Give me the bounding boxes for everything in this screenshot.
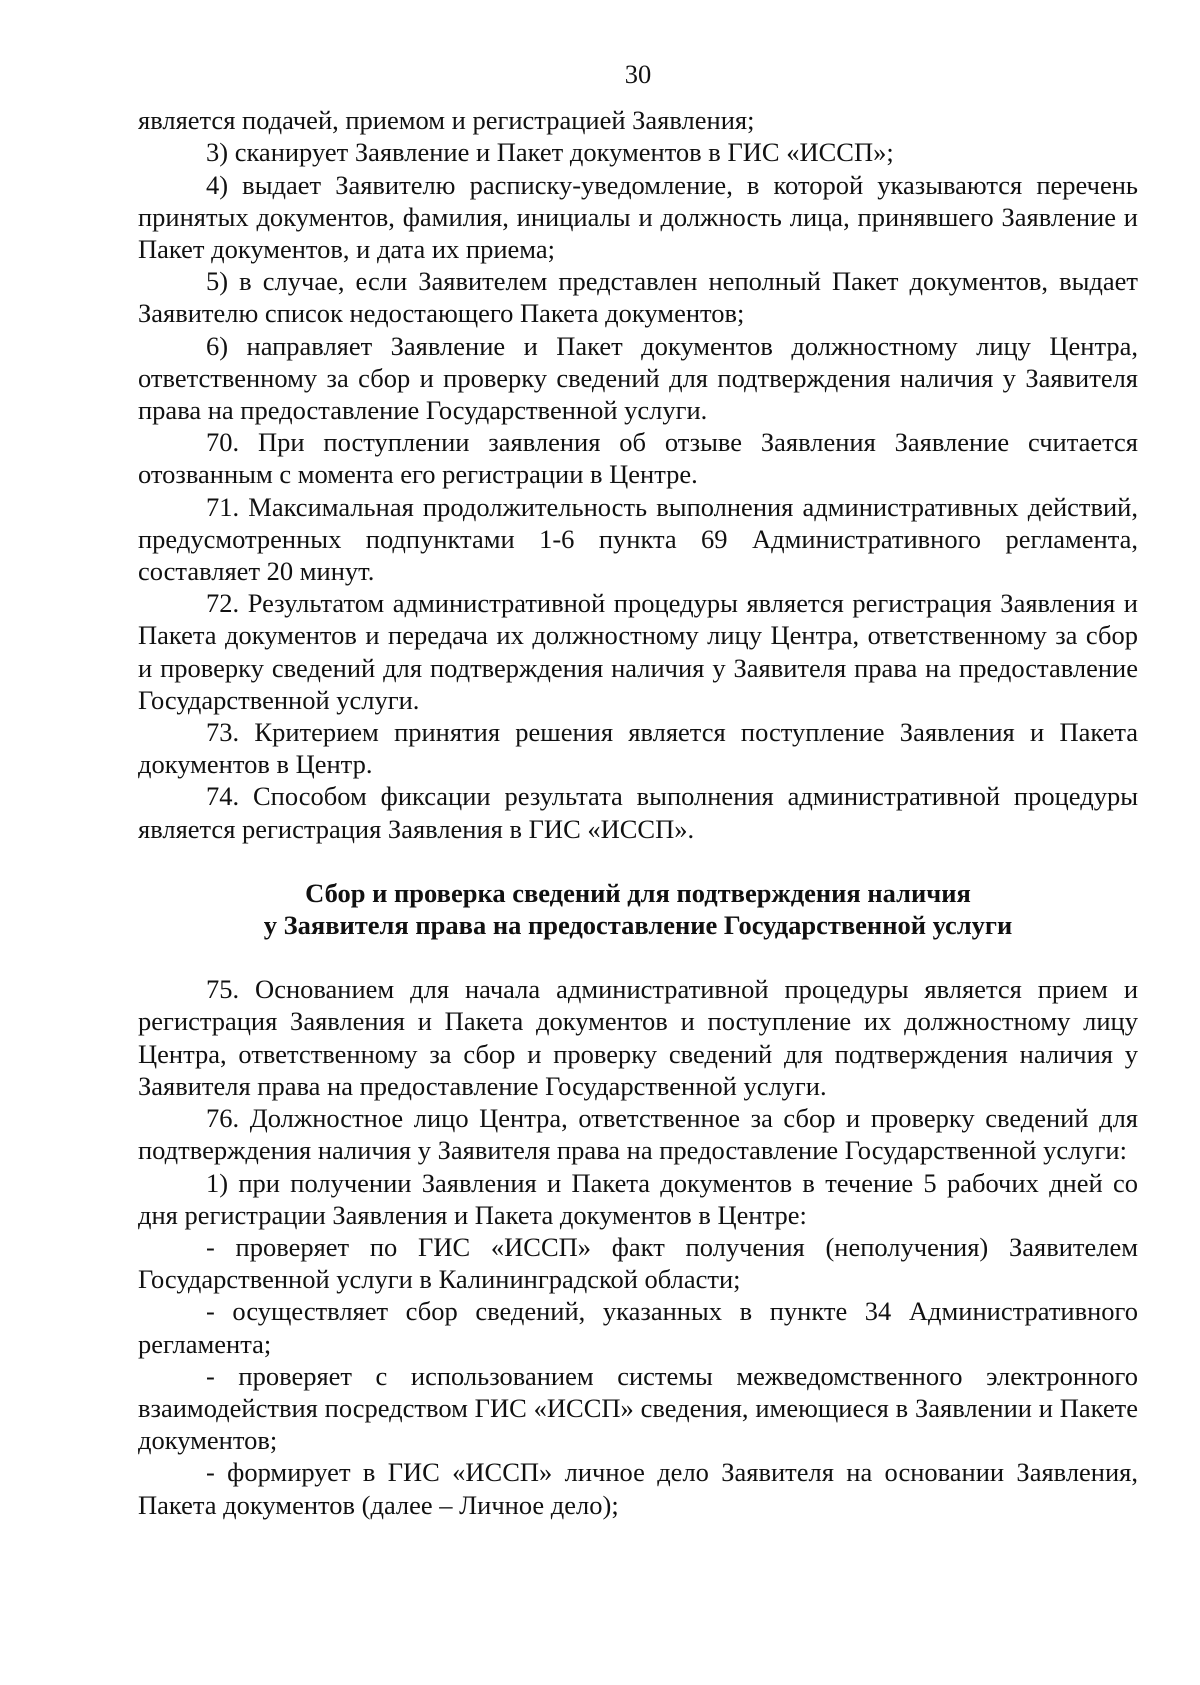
paragraph-75: 75. Основанием для начала административной процедуры является прием и регистрация Заявления и Пакета документов и поступление их должностному лицу Центра, ответственному за сбор и проверку сведений для подтверждения наличия у Заявителя права на предоставление Государственной услуги.: [138, 974, 1138, 1101]
paragraph-item-3: 3) сканирует Заявление и Пакет документов в ГИС «ИССП»;: [206, 137, 894, 168]
paragraph-item-5: 5) в случае, если Заявителем представлен неполный Пакет документов, выдает Заявителю список недостающего Пакета документов;: [138, 266, 1138, 329]
page-number: 30: [624, 59, 652, 89]
paragraph-72: 72. Результатом административной процедуры является регистрация Заявления и Пакета документов и передача их должностному лицу Центра, ответственному за сбор и проверку сведений для подтверждения наличия у Заявителя права на предоставление Государственной услуги.: [138, 588, 1138, 715]
list-item: - проверяет по ГИС «ИССП» факт получения (неполучения) Заявителем Государственной услуги в Калининградской области;: [138, 1231, 1138, 1295]
section-heading-line-2: у Заявителя права на предоставление Государственной услуги: [263, 910, 1013, 941]
paragraph-74: 74. Способом фиксации результата выполнения административной процедуры является регистрация Заявления в ГИС «ИССП».: [138, 781, 1138, 844]
paragraph-71: 71. Максимальная продолжительность выполнения административных действий, предусмотренных подпунктами 1-6 пункта 69 Административного регламента, составляет 20 минут.: [138, 491, 1138, 587]
paragraph-76-item-1: 1) при получении Заявления и Пакета документов в течение 5 рабочих дней со дня регистрации Заявления и Пакета документов в Центре:: [138, 1167, 1138, 1230]
list-item: - проверяет с использованием системы межведомственного электронного взаимодействия посредством ГИС «ИССП» сведения, имеющиеся в Заявлении и Пакете документов;: [138, 1360, 1138, 1456]
list-item: - осуществляет сбор сведений, указанных в пункте 34 Административного регламента;: [138, 1296, 1138, 1359]
paragraph-73: 73. Критерием принятия решения является поступление Заявления и Пакета документов в Центр.: [138, 717, 1138, 780]
section-heading-line-1: Сбор и проверка сведений для подтверждения наличия: [305, 877, 971, 908]
paragraph-item-4: 4) выдает Заявителю расписку-уведомление, в которой указываются перечень принятых документов, фамилия, инициалы и должность лица, принявшего Заявление и Пакет документов, и дата их приема;: [138, 169, 1138, 265]
document-page: [138, 58, 1138, 1521]
list-item: - формирует в ГИС «ИССП» личное дело Заявителя на основании Заявления, Пакета документов (далее – Личное дело);: [138, 1457, 1138, 1520]
paragraph-item-6: 6) направляет Заявление и Пакет документов должностному лицу Центра, ответственному за сбор и проверку сведений для подтверждения наличия у Заявителя права на предоставление Государственной услуги.: [138, 330, 1138, 426]
paragraph-continuation: является подачей, приемом и регистрацией Заявления;: [138, 105, 755, 136]
paragraph-70: 70. При поступлении заявления об отзыве Заявления Заявление считается отозванным с момента его регистрации в Центре.: [138, 427, 1138, 490]
paragraph-76: 76. Должностное лицо Центра, ответственное за сбор и проверку сведений для подтверждения наличия у Заявителя права на предоставление Государственной услуги:: [138, 1103, 1138, 1166]
section-heading: [138, 877, 1138, 941]
